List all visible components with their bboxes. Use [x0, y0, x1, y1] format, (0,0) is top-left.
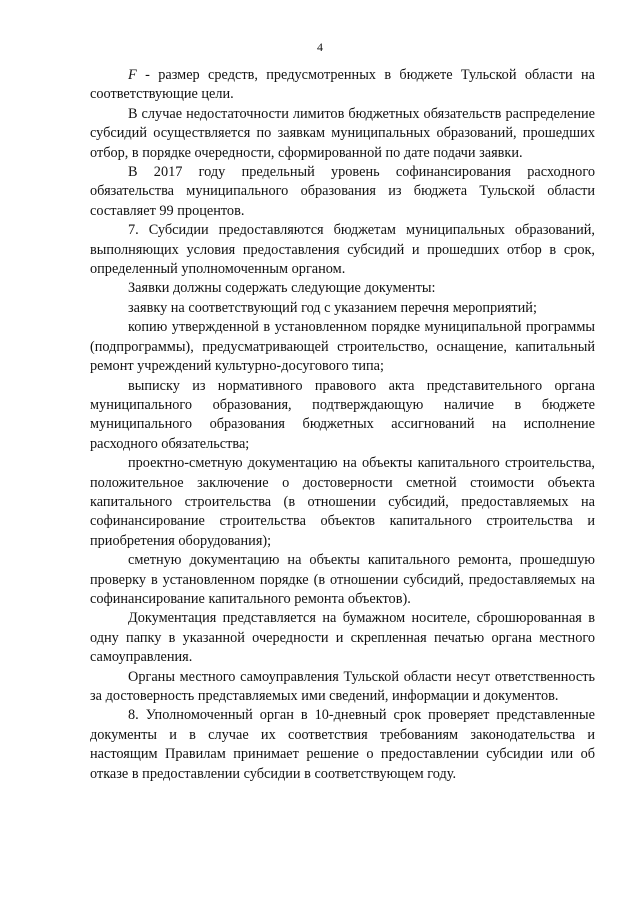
paragraph-required-documents: Заявки должны содержать следующие документы: — [128, 280, 436, 297]
page-number: 4 — [317, 40, 323, 54]
paragraph-program-copy: копию утвержденной в установленном порядке муниципальной программы (подпрограммы), предусматривающей строительство, оснащение, капитальный ремонт учреждений культурно-досугового типа; — [90, 319, 595, 375]
paragraph-limits-shortage: В случае недостаточности лимитов бюджетных обязательств распределение субсидий осуществляется по заявкам муниципальных образований, прошедших отбор, в порядке очередности, сформированной по дате подачи заявки. — [90, 105, 595, 161]
formula-variable: F — [128, 67, 137, 83]
paragraph-estimate-documentation: сметную документацию на объекты капитального ремонта, прошедшую проверку в установленном порядке (в отношении субсидий, предоставляемых на софинансирование капитального ремонта объектов). — [90, 552, 595, 607]
document-body — [90, 66, 595, 784]
paragraph-paper-submission: Документация представляется на бумажном носителе, сброшюрованная в одну папку в указанной очередности и скрепленная печатью органа местного самоуправления. — [90, 610, 595, 666]
paragraph-item-8: 8. Уполномоченный орган в 10-дневный срок проверяет представленные документы и в случае их соответствия требованиям законодательства и настоящим Правилам принимает решение о предоставлении субсидии или об отказе в предоставлении субсидии в соответствующем году. — [90, 707, 595, 782]
paragraph-design-documentation: проектно-сметную документацию на объекты капитального строительства, положительное заключение о достоверности сметной стоимости объекта капитального строительства (в отношении субсидий, предоставляемых на софинансирование строительства объектов капитального строительства и приобретения оборудования); — [90, 455, 595, 549]
paragraph-item-7: 7. Субсидии предоставляются бюджетам муниципальных образований, выполняющих условия предоставления субсидий и прошедших отбор в срок, определенный уполномоченным органом. — [90, 222, 595, 278]
paragraph-application: заявку на соответствующий год с указанием перечня мероприятий; — [128, 299, 537, 316]
paragraph-responsibility: Органы местного самоуправления Тульской области несут ответственность за достоверность представляемых ими сведений, информации и документов. — [90, 668, 595, 704]
paragraph-legal-act-extract: выписку из нормативного правового акта представительного органа муниципального образования, подтверждающую наличие в бюджете муниципального образования бюджетных ассигнований на исполнение расходного обязательства; — [90, 377, 595, 452]
paragraph-text: - размер средств, предусмотренных в бюджете Тульской области на соответствующие цели. — [90, 67, 595, 103]
paragraph-formula-variable — [90, 66, 595, 105]
paragraph-cofinancing-level: В 2017 году предельный уровень софинансирования расходного обязательства муниципального образования из бюджета Тульской области составляет 99 процентов. — [90, 164, 595, 219]
